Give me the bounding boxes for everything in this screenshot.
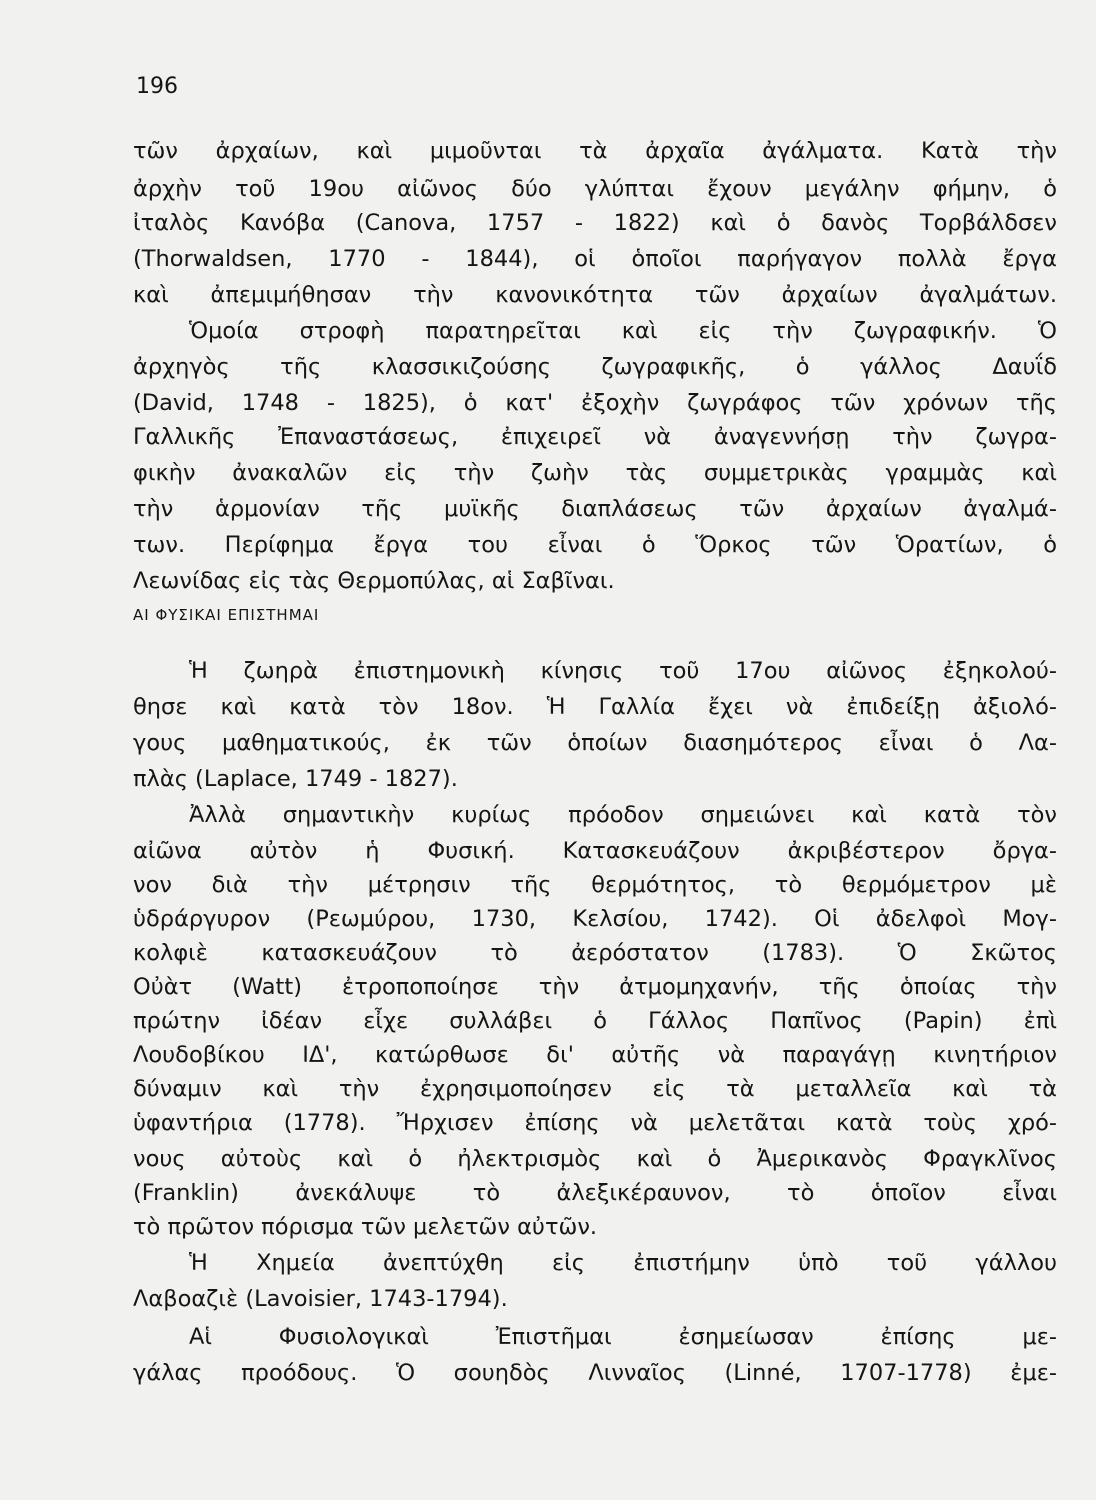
text-line: τῶν ἀρχαίων, καὶ μιμοῦνται τὰ ἀρχαῖα ἀγάλματα. Κατὰ τὴν: [133, 138, 1057, 164]
text-line: Λεωνίδας εἰς τὰς Θερμοπύλας, αἱ Σαβῖναι.: [133, 568, 615, 594]
text-line: ἀρχηγὸς τῆς κλασσικιζούσης ζωγραφικῆς, ὁ γάλλος Δαυΐδ: [133, 354, 1057, 380]
text-line: (Franklin) ἀνεκάλυψε τὸ ἀλεξικέραυνον, τὸ ὁποῖον εἶναι: [133, 1180, 1057, 1206]
text-line: νον διὰ τὴν μέτρησιν τῆς θερμότητος, τὸ θερμόμετρον μὲ: [133, 872, 1057, 898]
page-number: 196: [136, 74, 178, 99]
text-line: (Thorwaldsen, 1770 - 1844), οἱ ὁποῖοι παρήγαγον πολλὰ ἔργα: [133, 246, 1057, 272]
text-line: Λουδοβίκου ΙΔ', κατώρθωσε δι' αὐτῆς νὰ παραγάγῃ κινητήριον: [133, 1042, 1057, 1068]
text-line: θησε καὶ κατὰ τὸν 18ον. Ἡ Γαλλία ἔχει νὰ ἐπιδείξῃ ἀξιολό-: [133, 694, 1057, 720]
text-line: ὑδράργυρον (Ρεωμύρου, 1730, Κελσίου, 1742). Οἱ ἀδελφοὶ Μογ-: [133, 906, 1057, 932]
text-line: τὴν ἁρμονίαν τῆς μυϊκῆς διαπλάσεως τῶν ἀρχαίων ἀγαλμά-: [133, 496, 1057, 522]
text-line: Αἱ Φυσιολογικαὶ Ἐπιστῆμαι ἐσημείωσαν ἐπίσης με-: [189, 1324, 1057, 1350]
text-line: φικὴν ἀνακαλῶν εἰς τὴν ζωὴν τὰς συμμετρικὰς γραμμὰς καὶ: [133, 460, 1057, 486]
text-line: ἰταλὸς Κανόβα (Canova, 1757 - 1822) καὶ ὁ δανὸς Τορβάλδσεν: [133, 210, 1057, 236]
text-line: Οὐὰτ (Watt) ἐτροποποίησε τὴν ἀτμομηχανήν, τῆς ὁποίας τὴν: [133, 974, 1057, 1000]
text-line: δύναμιν καὶ τὴν ἐχρησιμοποίησεν εἰς τὰ μεταλλεῖα καὶ τὰ: [133, 1076, 1057, 1102]
text-line: Γαλλικῆς Ἐπαναστάσεως, ἐπιχειρεῖ νὰ ἀναγεννήσῃ τὴν ζωγρα-: [133, 424, 1057, 450]
text-line: (David, 1748 - 1825), ὁ κατ' ἐξοχὴν ζωγράφος τῶν χρόνων τῆς: [133, 390, 1057, 416]
text-line: Ἀλλὰ σημαντικὴν κυρίως πρόοδον σημειώνει καὶ κατὰ τὸν: [189, 802, 1057, 828]
text-line: των. Περίφημα ἔργα του εἶναι ὁ Ὅρκος τῶν Ὁρατίων, ὁ: [133, 532, 1057, 558]
text-line: γάλας προόδους. Ὁ σουηδὸς Λινναῖος (Linné, 1707-1778) ἐμε-: [133, 1360, 1057, 1386]
text-line: Ἡ Χημεία ἀνεπτύχθη εἰς ἐπιστήμην ὑπὸ τοῦ γάλλου: [189, 1250, 1057, 1276]
text-line: Ἡ ζωηρὰ ἐπιστημονικὴ κίνησις τοῦ 17ου αἰῶνος ἐξηκολού-: [189, 658, 1057, 684]
section-heading: ΑΙ ΦΥΣΙΚΑΙ ΕΠΙΣΤΗΜΑΙ: [133, 606, 320, 624]
text-line: Λαβοαζιὲ (Lavoisier, 1743-1794).: [133, 1286, 508, 1312]
text-line: καὶ ἀπεμιμήθησαν τὴν κανονικότητα τῶν ἀρχαίων ἀγαλμάτων.: [133, 282, 1057, 308]
text-line: πλὰς (Laplace, 1749 - 1827).: [133, 766, 458, 792]
text-line: αἰῶνα αὐτὸν ἡ Φυσική. Κατασκευάζουν ἀκριβέστερον ὄργα-: [133, 838, 1057, 864]
text-line: ὑφαντήρια (1778). Ἤρχισεν ἐπίσης νὰ μελετᾶται κατὰ τοὺς χρό-: [133, 1110, 1057, 1136]
text-line: Ὁμοία στροφὴ παρατηρεῖται καὶ εἰς τὴν ζωγραφικήν. Ὁ: [189, 318, 1057, 344]
text-line: νους αὐτοὺς καὶ ὁ ἠλεκτρισμὸς καὶ ὁ Ἀμερικανὸς Φραγκλῖνος: [133, 1146, 1057, 1172]
text-line: κολφιὲ κατασκευάζουν τὸ ἀερόστατον (1783). Ὁ Σκῶτος: [133, 940, 1057, 966]
text-line: ἀρχὴν τοῦ 19ου αἰῶνος δύο γλύπται ἔχουν μεγάλην φήμην, ὁ: [133, 176, 1057, 202]
text-line: τὸ πρῶτον πόρισμα τῶν μελετῶν αὐτῶν.: [133, 1214, 598, 1240]
text-line: πρώτην ἰδέαν εἶχε συλλάβει ὁ Γάλλος Παπῖνος (Papin) ἐπὶ: [133, 1008, 1057, 1034]
text-line: γους μαθηματικούς, ἐκ τῶν ὁποίων διασημότερος εἶναι ὁ Λα-: [133, 730, 1057, 756]
